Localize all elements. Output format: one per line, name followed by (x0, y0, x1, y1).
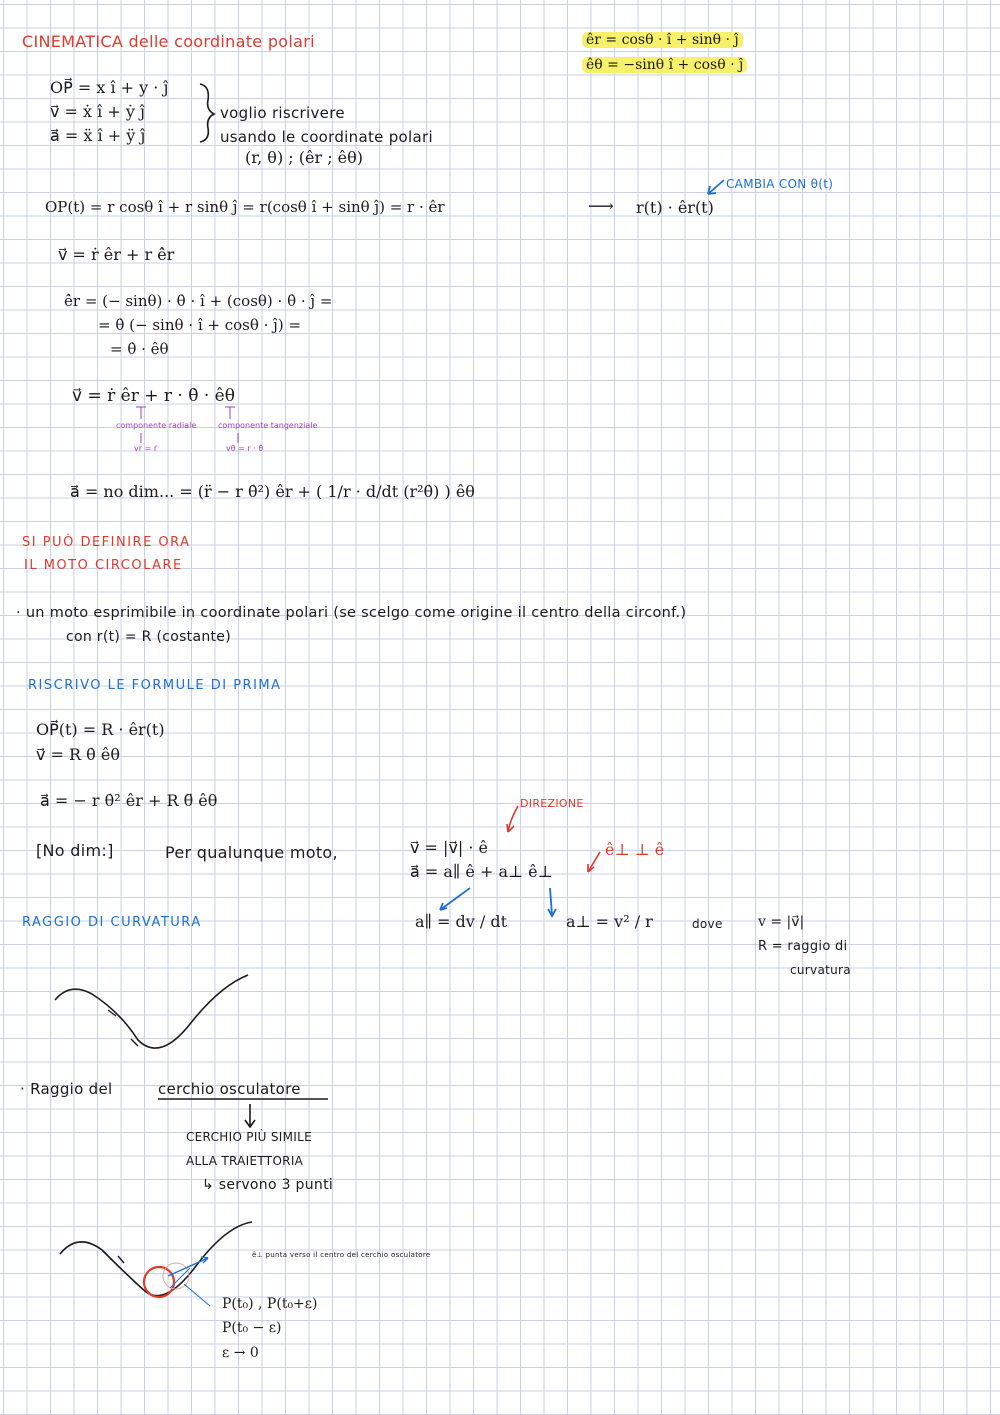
definition-speed: v = |v⃗| (758, 914, 805, 930)
note-rewrite: voglio riscrivere (220, 104, 345, 122)
generic-acceleration: a⃗ = a∥ ê + a⊥ ê⊥ (410, 862, 553, 881)
direction-label: DIREZIONE (520, 797, 584, 810)
definition-radius-1: R = raggio di (758, 939, 848, 954)
circular-bullet-2: con r(t) = R (costante) (66, 629, 231, 645)
circular-position: OP⃗(t) = R · êr(t) (36, 720, 165, 739)
position-result: r(t) · êr(t) (636, 198, 714, 217)
perp-arrow (588, 852, 600, 872)
cartesian-velocity: v⃗ = ẋ î + ẏ ĵ (50, 102, 145, 121)
lower-arrow (184, 1284, 210, 1306)
inner-arrow (170, 1268, 190, 1288)
cartesian-acceleration: a⃗ = ẍ î + ÿ ĵ (50, 126, 146, 145)
unit-vector-er-definition: êr = cosθ · î + sinθ · ĵ (582, 32, 743, 48)
e-perp-note: ê⊥ punta verso il centro del cerchio osculatore (252, 1251, 431, 1259)
velocity-polar-final: v⃗ = ṙ êr + r · θ̇ · êθ (72, 386, 235, 406)
circular-acceleration: a⃗ = − r θ̇² êr + R θ̈ êθ (40, 791, 218, 810)
unit-vector-etheta-definition: êθ = −sinθ î + cosθ · ĵ (582, 57, 747, 73)
blue-annotation-arrow (708, 180, 724, 194)
derivative-line-2: = θ̇ (− sinθ · î + cosθ · ĵ) = (98, 316, 302, 334)
points-line-2: P(t₀ − ε) (222, 1320, 282, 1336)
note-polar-coords: (r, θ) ; (êr ; êθ) (245, 148, 364, 167)
circular-velocity: v⃗ = R θ̇ êθ (36, 745, 120, 764)
generic-velocity: v⃗ = |v⃗| · ê (410, 838, 489, 857)
position-equation: OP(t) = r cosθ î + r sinθ ĵ = r(cosθ î + sinθ ĵ) = r · êr (45, 198, 445, 216)
note-polar: usando le coordinate polari (220, 128, 433, 146)
a-par-arrow (440, 888, 470, 910)
perpendicular-note: ê⊥ ⊥ ê (605, 840, 665, 859)
page-title: CINEMATICA delle coordinate polari (22, 32, 315, 51)
points-line-3: ε → 0 (222, 1345, 259, 1361)
a-perp-arrow (548, 888, 556, 916)
perpendicular-acceleration: a⊥ = v² / r (566, 912, 653, 931)
circular-heading-1: SI PUÒ DEFINIRE ORA (22, 535, 191, 550)
curvature-heading: RAGGIO DI CURVATURA (22, 915, 202, 930)
annotation-changes-with-theta: CAMBIA CON θ(t) (726, 177, 834, 191)
any-motion-text: Per qualunque moto, (165, 843, 338, 862)
osculating-desc-2: ALLA TRAIETTORIA (186, 1154, 304, 1168)
osculating-circle (144, 1267, 174, 1297)
faint-circle (163, 1263, 189, 1289)
radial-component-label: componente radiale (116, 421, 197, 430)
derivative-line-1: ê̇r = (− sinθ) · θ̇ · î + (cosθ) · θ̇ · ĵ = (64, 292, 333, 310)
no-dim-label: [No dim:] (36, 841, 114, 860)
parallel-acceleration: a∥ = dv / dt (415, 912, 508, 931)
rewrite-heading: RISCRIVO LE FORMULE DI PRIMA (28, 678, 282, 693)
derivative-line-3: = θ̇ · êθ (110, 340, 169, 358)
tangential-component-value: vθ = r · θ̇ (226, 444, 264, 453)
tangential-component-label: componente tangenziale (218, 421, 318, 430)
trajectory-curve-2 (60, 1222, 252, 1296)
osculating-circle-term: cerchio osculatore (158, 1080, 301, 1098)
osculating-desc-1: CERCHIO PIÙ SIMILE (186, 1130, 312, 1144)
position-arrow: ⟶ (588, 196, 614, 217)
normal-arrow (168, 1257, 208, 1276)
curly-brace (200, 84, 214, 142)
radial-component-value: vr = ṙ (134, 444, 158, 453)
trajectory-curve-1 (55, 975, 248, 1048)
down-arrow (245, 1104, 255, 1127)
direction-arrow (507, 806, 518, 832)
osculating-bullet: · Raggio del (20, 1080, 113, 1098)
circular-bullet-1: · un moto esprimibile in coordinate polari (se scelgo come origine il centro della circonf.) (16, 605, 687, 621)
where-label: dove (692, 917, 723, 931)
acceleration-equation: a⃗ = no dim... = (r̈ − r θ̇²) êr + ( 1/r · d/dt (r²θ̇) ) êθ (70, 482, 475, 501)
osculating-desc-3: ↳ servono 3 punti (202, 1177, 334, 1193)
definition-radius-2: curvatura (790, 963, 851, 977)
cartesian-position: OP⃗ = x î + y · ĵ (50, 78, 169, 97)
velocity-equation: v⃗ = ṙ êr + r ê̇r (58, 245, 175, 264)
points-line-1: P(t₀) , P(t₀+ε) (222, 1296, 318, 1312)
circular-heading-2: IL MOTO CIRCOLARE (24, 558, 183, 573)
